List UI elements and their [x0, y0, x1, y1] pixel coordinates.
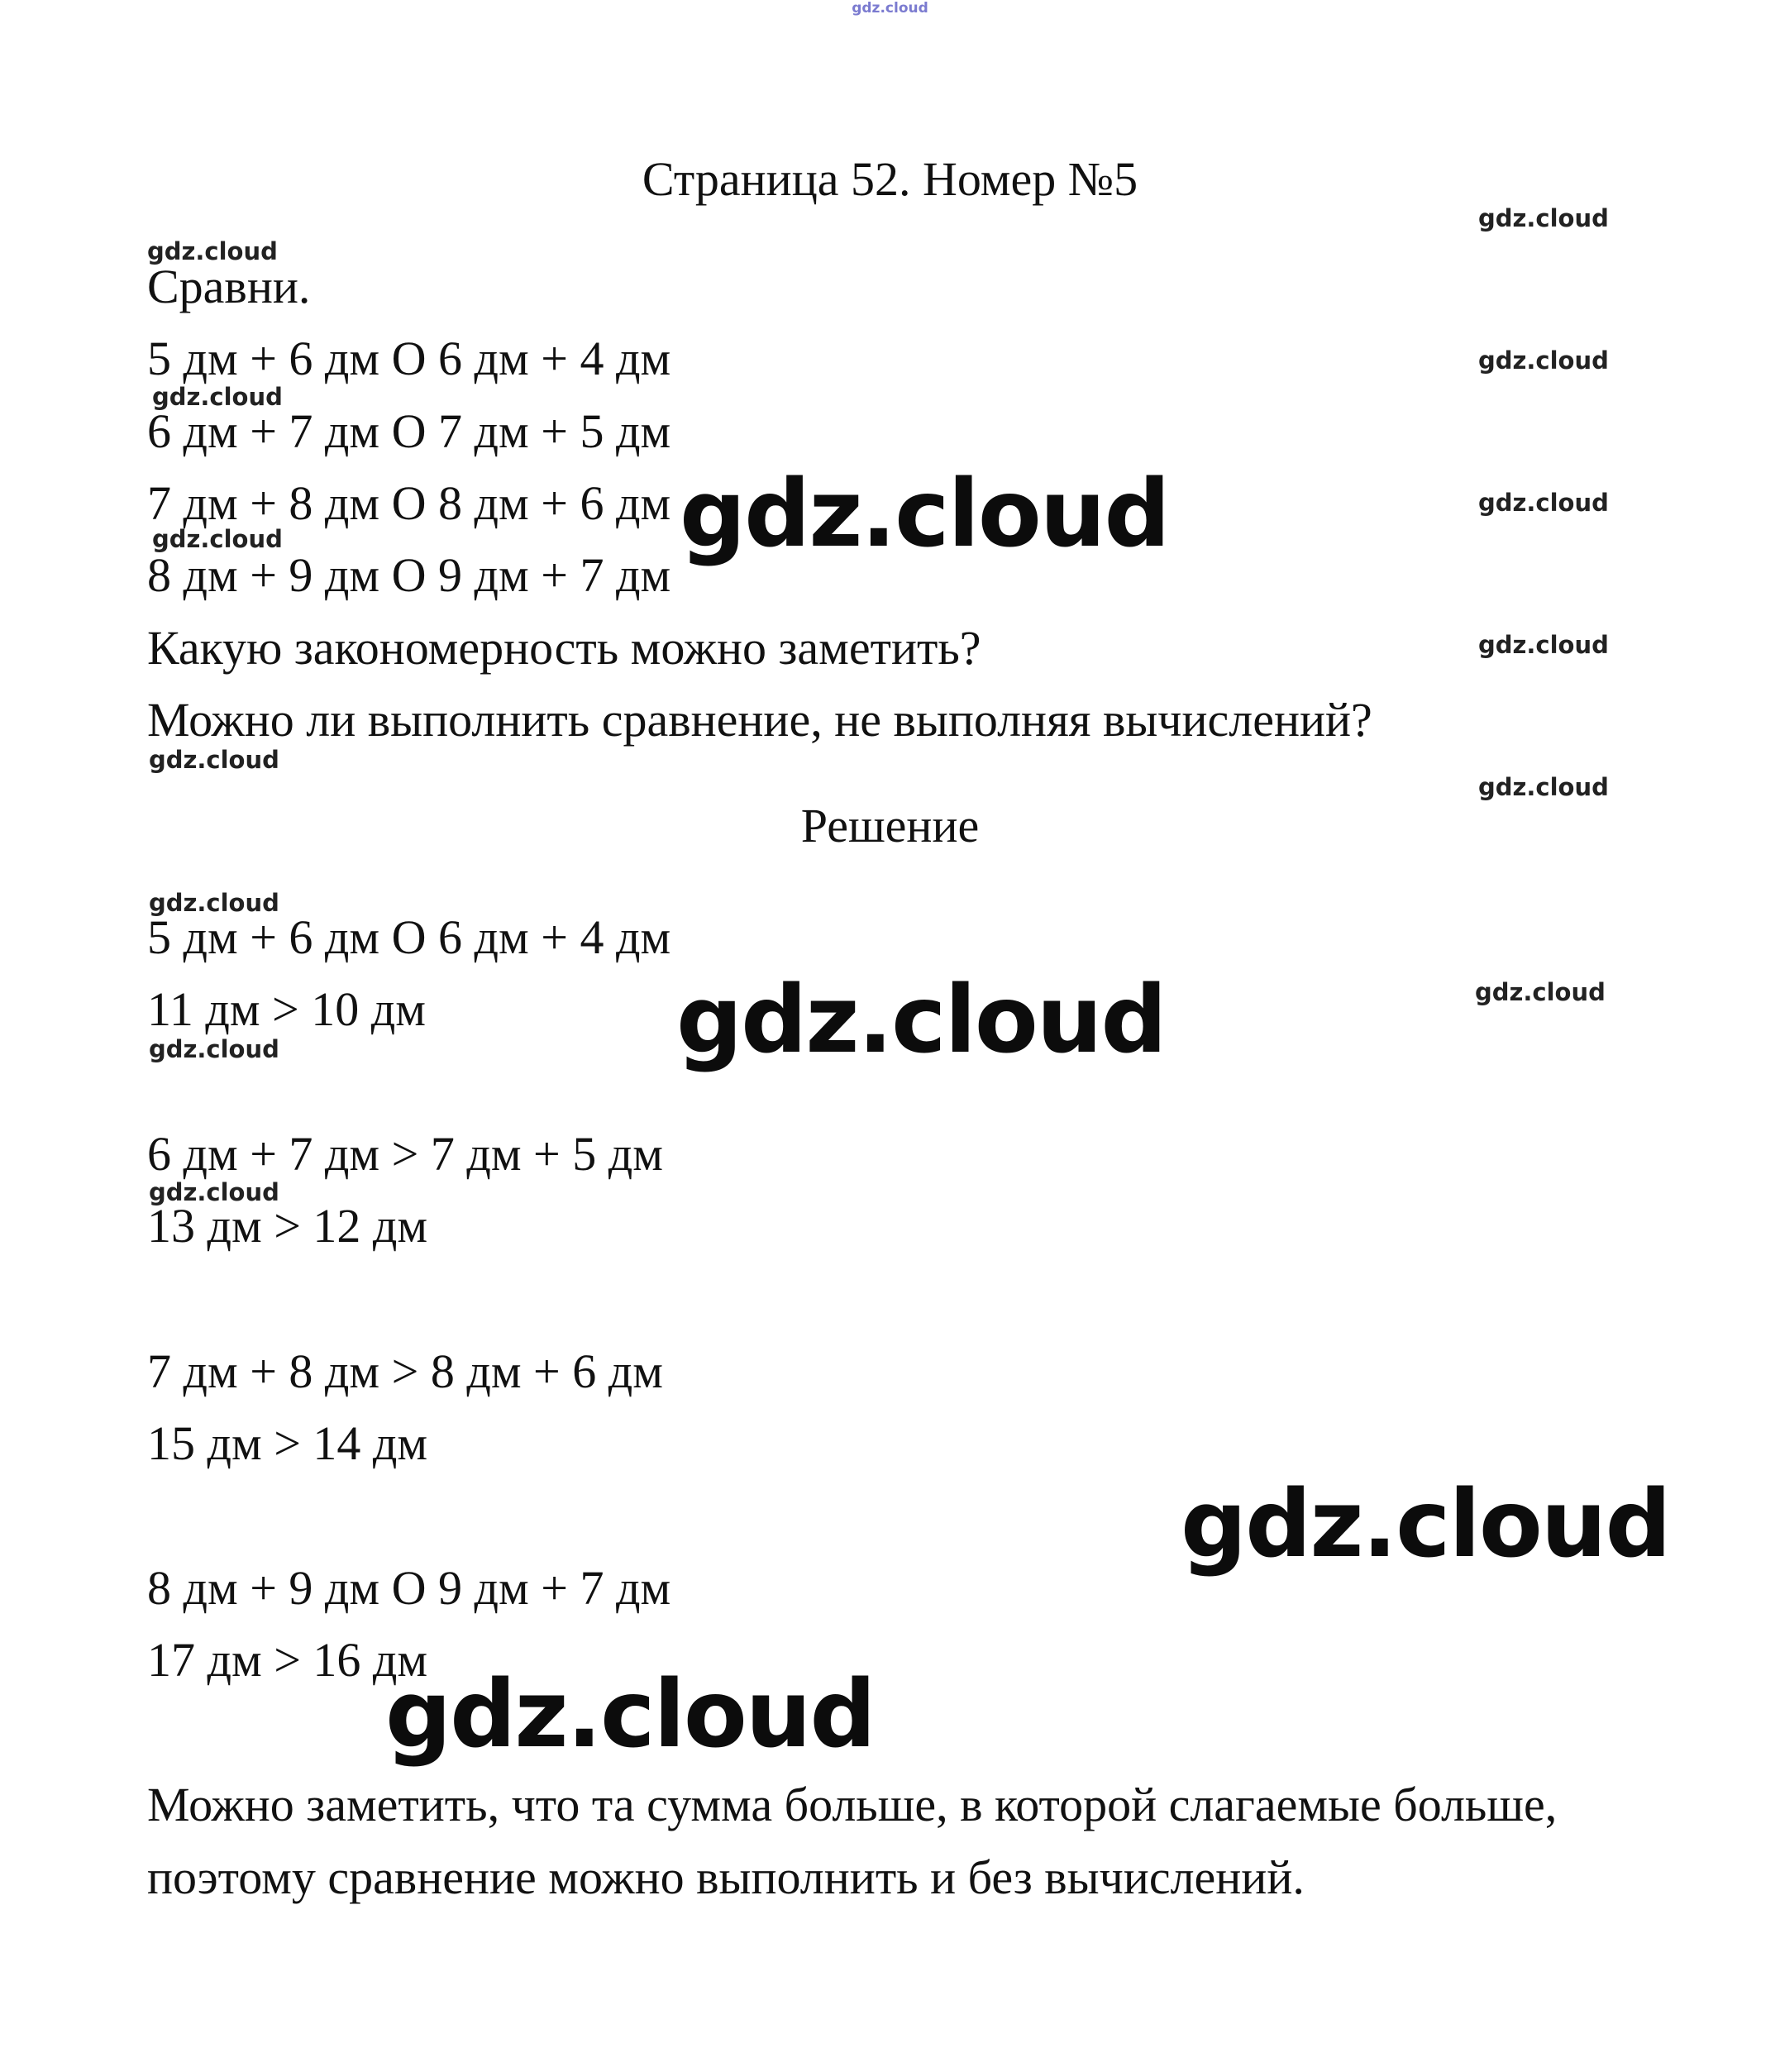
- watermark-small: gdz.cloud: [149, 1035, 279, 1063]
- watermark-large: gdz.cloud: [676, 967, 1166, 1074]
- watermark-large: gdz.cloud: [680, 461, 1169, 568]
- watermark-small: gdz.cloud: [1478, 631, 1609, 659]
- watermark-small: gdz.cloud: [149, 1178, 279, 1206]
- solution-result-4: 17 дм > 16 дм: [147, 1633, 428, 1687]
- watermark-small: gdz.cloud: [149, 889, 279, 917]
- watermark-small: gdz.cloud: [149, 746, 279, 774]
- solution-result-2: 13 дм > 12 дм: [147, 1199, 428, 1253]
- task-question-2: Можно ли выполнить сравнение, не выполняя вычислений?: [147, 693, 1372, 747]
- solution-expression-1: 5 дм + 6 дм О 6 дм + 4 дм: [147, 910, 671, 964]
- watermark-small: gdz.cloud: [152, 525, 283, 553]
- watermark-small: gdz.cloud: [1478, 346, 1609, 375]
- watermark-top: gdz.cloud: [852, 0, 928, 17]
- watermark-small: gdz.cloud: [147, 237, 278, 265]
- solution-result-3: 15 дм > 14 дм: [147, 1416, 428, 1470]
- watermark-small: gdz.cloud: [1478, 489, 1609, 517]
- solution-conclusion-line-2: поэтому сравнение можно выполнить и без вычислений.: [147, 1850, 1305, 1904]
- watermark-large: gdz.cloud: [1181, 1471, 1670, 1578]
- watermark-small: gdz.cloud: [1478, 773, 1609, 801]
- page-title: Страница 52. Номер №5: [642, 152, 1138, 206]
- solution-heading: Решение: [800, 799, 980, 852]
- watermark-small: gdz.cloud: [152, 383, 283, 411]
- solution-expression-2: 6 дм + 7 дм > 7 дм + 5 дм: [147, 1127, 663, 1181]
- task-heading: Сравни.: [147, 260, 311, 313]
- solution-conclusion-line-1: Можно заметить, что та сумма больше, в которой слагаемые больше,: [147, 1778, 1558, 1831]
- solution-expression-4: 8 дм + 9 дм О 9 дм + 7 дм: [147, 1561, 671, 1615]
- watermark-small: gdz.cloud: [1475, 978, 1606, 1006]
- task-question-1: Какую закономерность можно заметить?: [147, 621, 981, 675]
- task-line-1: 5 дм + 6 дм О 6 дм + 4 дм: [147, 332, 671, 385]
- solution-result-1: 11 дм > 10 дм: [147, 982, 426, 1036]
- watermark-large: gdz.cloud: [385, 1661, 875, 1769]
- watermark-small: gdz.cloud: [1478, 204, 1609, 232]
- task-line-2: 6 дм + 7 дм О 7 дм + 5 дм: [147, 404, 671, 458]
- task-line-3: 7 дм + 8 дм О 8 дм + 6 дм: [147, 476, 671, 530]
- task-line-4: 8 дм + 9 дм О 9 дм + 7 дм: [147, 548, 671, 602]
- solution-expression-3: 7 дм + 8 дм > 8 дм + 6 дм: [147, 1344, 663, 1398]
